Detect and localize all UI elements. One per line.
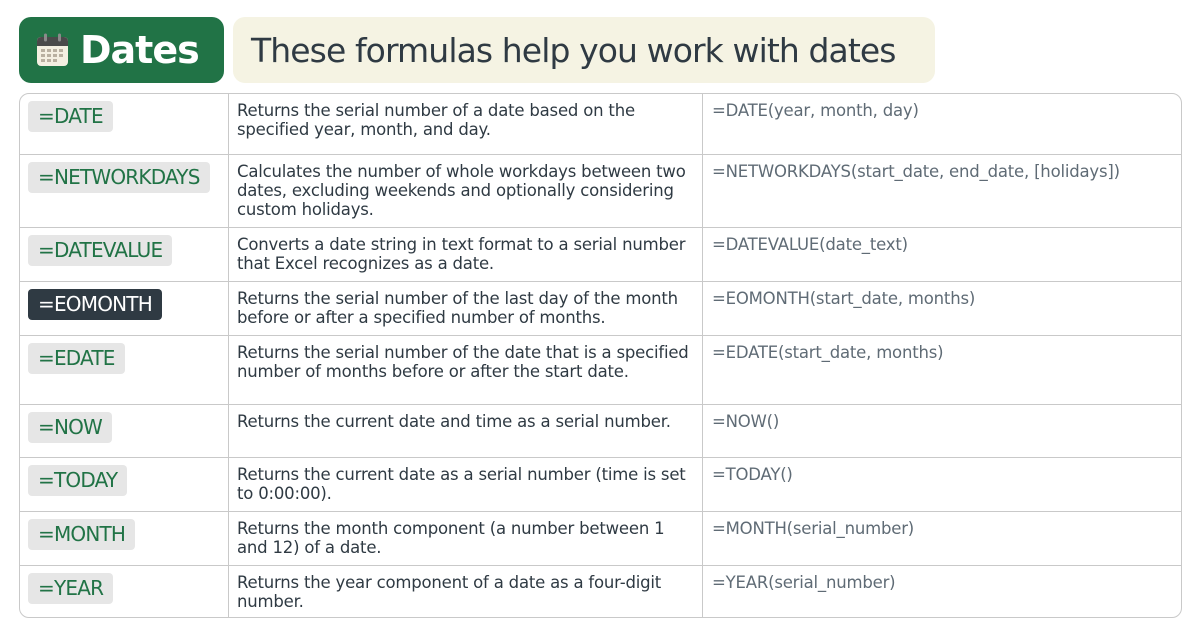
calendar-icon	[36, 33, 69, 67]
function-name: =MONTH	[28, 519, 135, 550]
description-cell	[229, 405, 703, 457]
function-description: Converts a date string in text format to a serial number that Excel recognizes as a date.	[237, 235, 686, 273]
function-description: Returns the serial number of a date based on the specified year, month, and day.	[237, 101, 635, 139]
description-cell	[229, 155, 703, 227]
description-cell	[229, 94, 703, 154]
description-cell	[229, 282, 703, 335]
description-cell	[229, 458, 703, 511]
function-cell	[20, 282, 229, 335]
function-cell	[20, 155, 229, 227]
function-name: =NETWORKDAYS	[28, 162, 210, 193]
function-cell	[20, 94, 229, 154]
dates-badge	[19, 17, 224, 83]
description-cell	[229, 566, 703, 618]
syntax-cell	[703, 566, 1181, 618]
function-syntax: =MONTH(serial_number)	[712, 519, 915, 538]
function-description: Returns the year component of a date as a four-digit number.	[237, 573, 662, 611]
function-syntax: =TODAY()	[712, 465, 793, 484]
banner-text: These formulas help you work with dates	[251, 30, 896, 70]
function-name: =EDATE	[28, 343, 125, 374]
syntax-cell	[703, 282, 1181, 335]
function-syntax: =EOMONTH(start_date, months)	[712, 289, 976, 308]
function-cell	[20, 566, 229, 618]
function-name: =DATE	[28, 101, 113, 132]
function-syntax: =NETWORKDAYS(start_date, end_date, [holidays])	[712, 162, 1120, 181]
function-description: Returns the current date as a serial number (time is set to 0:00:00).	[237, 465, 686, 503]
function-cell	[20, 405, 229, 457]
table-row	[20, 566, 1181, 618]
function-name: =NOW	[28, 412, 112, 443]
syntax-cell	[703, 94, 1181, 154]
function-syntax: =DATEVALUE(date_text)	[712, 235, 908, 254]
function-name: =EOMONTH	[28, 289, 162, 320]
function-description: Calculates the number of whole workdays between two dates, excluding weekends and optionally considering custom holidays.	[237, 162, 686, 219]
syntax-cell	[703, 405, 1181, 457]
table-row	[20, 282, 1181, 336]
syntax-cell	[703, 458, 1181, 511]
description-cell	[229, 228, 703, 281]
function-syntax: =YEAR(serial_number)	[712, 573, 896, 592]
function-description: Returns the serial number of the date that is a specified number of months before or after the start date.	[237, 343, 689, 381]
description-cell	[229, 336, 703, 404]
table-row	[20, 405, 1181, 458]
function-description: Returns the month component (a number between 1 and 12) of a date.	[237, 519, 665, 557]
function-syntax: =EDATE(start_date, months)	[712, 343, 944, 362]
function-name: =YEAR	[28, 573, 113, 604]
function-cell	[20, 228, 229, 281]
syntax-cell	[703, 228, 1181, 281]
function-description: Returns the serial number of the last day of the month before or after a specified number of months.	[237, 289, 678, 327]
function-description: Returns the current date and time as a serial number.	[237, 412, 671, 431]
function-cell	[20, 458, 229, 511]
table-row	[20, 155, 1181, 228]
table-row	[20, 336, 1181, 405]
function-syntax: =NOW()	[712, 412, 780, 431]
description-cell	[229, 512, 703, 565]
function-name: =TODAY	[28, 465, 127, 496]
syntax-cell	[703, 336, 1181, 404]
header-banner	[233, 17, 935, 83]
function-cell	[20, 336, 229, 404]
formula-table	[19, 93, 1182, 618]
table-row	[20, 512, 1181, 566]
function-name: =DATEVALUE	[28, 235, 172, 266]
table-row	[20, 94, 1181, 155]
syntax-cell	[703, 512, 1181, 565]
function-syntax: =DATE(year, month, day)	[712, 101, 919, 120]
syntax-cell	[703, 155, 1181, 227]
table-row	[20, 458, 1181, 512]
function-cell	[20, 512, 229, 565]
table-row	[20, 228, 1181, 282]
badge-title: Dates	[80, 28, 199, 72]
